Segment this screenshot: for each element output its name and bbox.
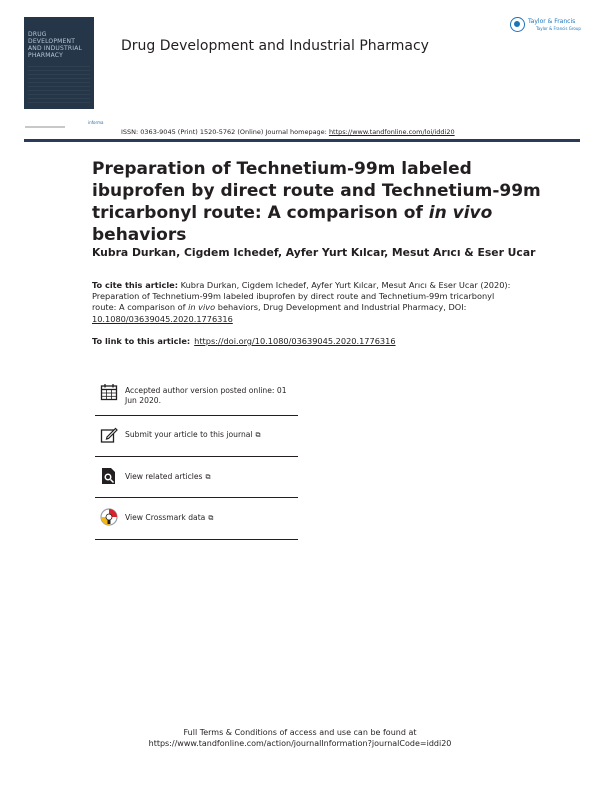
citation-label: To cite this article: — [92, 280, 178, 290]
cover-caption-bar — [25, 126, 65, 128]
search-document-icon — [100, 467, 118, 485]
link-label: To link to this article: — [92, 336, 191, 346]
footer-terms-text: Full Terms & Conditions of access and use can be found at — [183, 728, 417, 737]
article-title: Preparation of Technetium-99m labeled ibuprofen by direct route and Technetium-99m tricarbonyl route: A comparison of in vivo behaviors — [92, 159, 541, 245]
publisher-group: Taylor & Francis Group — [536, 26, 581, 31]
publisher-logo-icon — [510, 17, 525, 32]
external-link-icon: ⧉ — [205, 473, 211, 481]
journal-cover — [24, 17, 94, 109]
submit-article-item[interactable] — [95, 416, 298, 457]
article-link-line — [92, 336, 396, 346]
crossmark-item[interactable] — [95, 498, 298, 540]
accepted-version-text: Accepted author version posted online: 01 Jun 2020. — [125, 386, 287, 405]
related-articles-item[interactable] — [95, 457, 298, 498]
issn-text: ISSN: 0363-9045 (Print) 1520-5762 (Online) Journal homepage: — [121, 128, 329, 136]
header-rule — [24, 139, 580, 142]
article-actions — [95, 377, 298, 540]
journal-title: Drug Development and Industrial Pharmacy — [121, 38, 429, 54]
footer-journal-info-link[interactable]: https://www.tandfonline.com/action/journalInformation?journalCode=iddi20 — [148, 739, 452, 748]
calendar-icon — [100, 383, 118, 401]
accepted-version-item — [95, 377, 298, 416]
publisher-name: Taylor & Francis — [528, 18, 576, 25]
cover-title: DRUG DEVELOPMENT AND INDUSTRIAL PHARMACY — [28, 31, 83, 59]
doi-link[interactable]: 10.1080/03639045.2020.1776316 — [92, 313, 233, 324]
informa-logo: informa — [88, 120, 104, 125]
edit-icon — [100, 426, 118, 444]
related-articles-link[interactable]: View related articles ⧉ — [125, 472, 211, 481]
issn-line — [121, 128, 455, 136]
citation: To cite this article: Kubra Durkan, Cigdem Ichedef, Ayfer Yurt Kılcar, Mesut Arıcı & Eser Ucar (2020): Preparation of Technetium-99m labeled ibuprofen by direct route and Technetium-99m tricarbonyl route: A comparison of in vivo behaviors, Drug Development and Industrial Pharmacy, DOI: 10.1080/03639045.2020.1776316 — [92, 280, 511, 324]
publisher-logo[interactable] — [510, 16, 584, 36]
crossmark-link[interactable]: View Crossmark data ⧉ — [125, 513, 214, 522]
external-link-icon: ⧉ — [208, 514, 214, 522]
cover-decoration — [28, 63, 90, 103]
authors: Kubra Durkan, Cigdem Ichedef, Ayfer Yurt Kılcar, Mesut Arıcı & Eser Ucar — [92, 246, 536, 259]
crossmark-icon — [100, 508, 118, 526]
article-doi-link[interactable]: https://doi.org/10.1080/03639045.2020.1776316 — [194, 336, 396, 346]
journal-homepage-link[interactable]: https://www.tandfonline.com/loi/iddi20 — [328, 128, 455, 136]
footer — [0, 727, 600, 749]
external-link-icon: ⧉ — [255, 431, 261, 439]
submit-article-link[interactable]: Submit your article to this journal ⧉ — [125, 430, 261, 439]
